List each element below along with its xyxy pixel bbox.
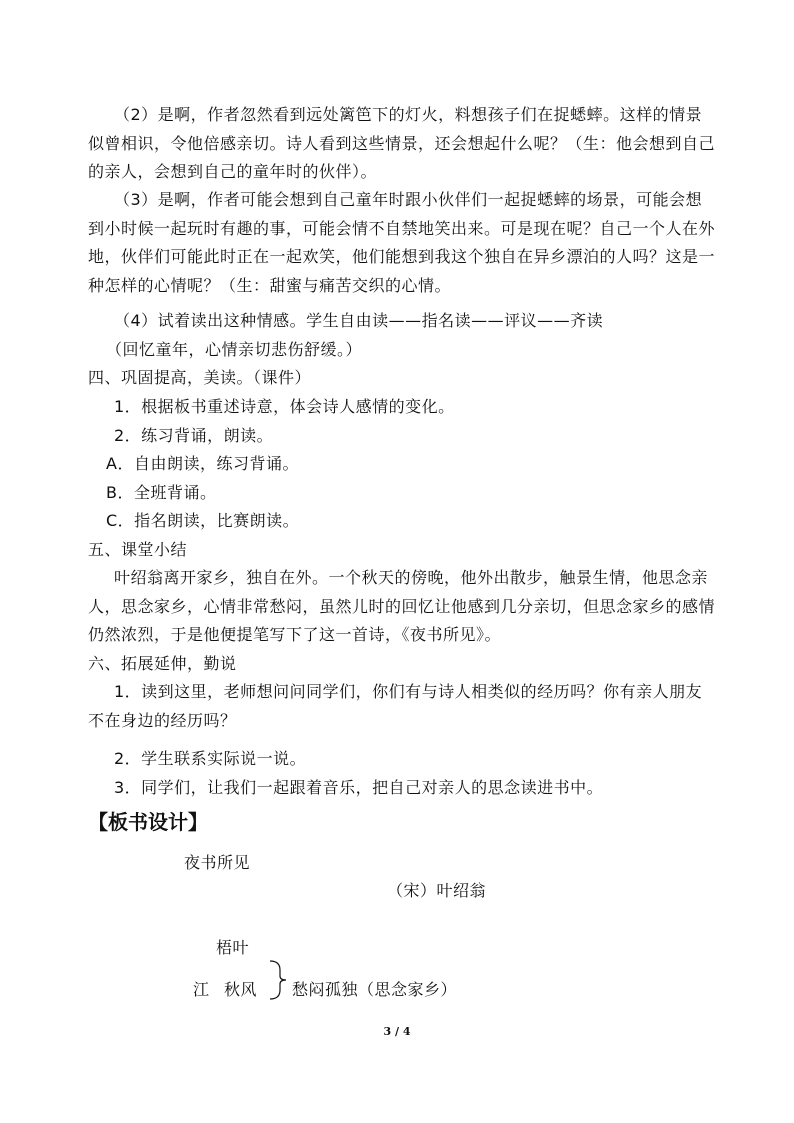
board-title: 夜书所见 xyxy=(184,853,251,872)
board-item-qiufeng: 秋风 xyxy=(224,980,258,999)
section-4-item-1: 1．根据板书重述诗意，体会诗人感情的变化。 xyxy=(114,397,455,416)
page-number: 3 / 4 xyxy=(383,1025,411,1038)
paragraph-4-note: （回忆童年，心情亲切悲伤舒缓。） xyxy=(106,340,363,359)
section-6-item-2: 2．学生联系实际说一说。 xyxy=(114,749,307,768)
section-4-item-a: A．自由朗读，练习背诵。 xyxy=(106,454,299,473)
board-item-wuye: 梧叶 xyxy=(216,938,250,957)
section-6-item-3: 3．同学们，让我们一起跟着音乐，把自己对亲人的思念读进书中。 xyxy=(114,778,604,797)
section-6-item-1: 1．读到这里，老师想问问同学们，你们有与诗人相类似的经历吗？你有亲人朋友不在身边的经历吗？ xyxy=(88,682,703,730)
paragraph-2: （2）是啊，作者忽然看到远处篱笆下的灯火，料想孩子们在捉蟋蟀。这样的情景似曾相识，令他倍感亲切。诗人看到这些情景，还会想起什么呢？（生：他会想到自己的亲人，会想到自己的童年时的伙伴）。 xyxy=(88,105,716,181)
paragraph-3: （3）是啊，作者可能会想到自己童年时跟小伙伴们一起捉蟋蟀的场景，可能会想到小时候一起玩时有趣的事，可能会情不自禁地笑出来。可是现在呢？自己一个人在外地，伙伴们可能此时正在一起欢笑，他们能想到我这个独自在异乡漂泊的人吗？这是一种怎样的心情呢？（生：甜蜜与痛苦交织的心情。 xyxy=(88,190,716,295)
board-design-heading: 【板书设计】 xyxy=(88,810,208,834)
section-4-heading: 四、巩固提高，美读。（课件） xyxy=(88,368,312,387)
board-author: （宋）叶绍翁 xyxy=(387,881,487,900)
paragraph-4: （4）试着读出这种情感。学生自由读——指名读——评议——齐读 xyxy=(114,311,604,330)
section-4-item-b: B．全班背诵。 xyxy=(106,483,217,502)
board-item-jiang: 江 xyxy=(193,980,210,999)
section-6-heading: 六、拓展延伸，勤说 xyxy=(88,654,237,673)
section-5-summary: 叶绍翁离开家乡，独自在外。一个秋天的傍晚，他外出散步，触景生情，他思念亲人，思念家乡，心情非常愁闷，虽然儿时的回忆让他感到几分亲切，但思念家乡的感情仍然浓烈，于是他便提笔写下了这一首诗，《夜书所见》。 xyxy=(88,568,716,644)
right-brace-icon xyxy=(268,960,288,1000)
board-result: 愁闷孤独（思念家乡） xyxy=(292,980,458,999)
section-4-item-c: C．指名朗读，比赛朗读。 xyxy=(106,511,300,530)
section-4-item-2: 2．练习背诵，朗读。 xyxy=(114,426,274,445)
section-5-heading: 五、课堂小结 xyxy=(88,540,188,559)
